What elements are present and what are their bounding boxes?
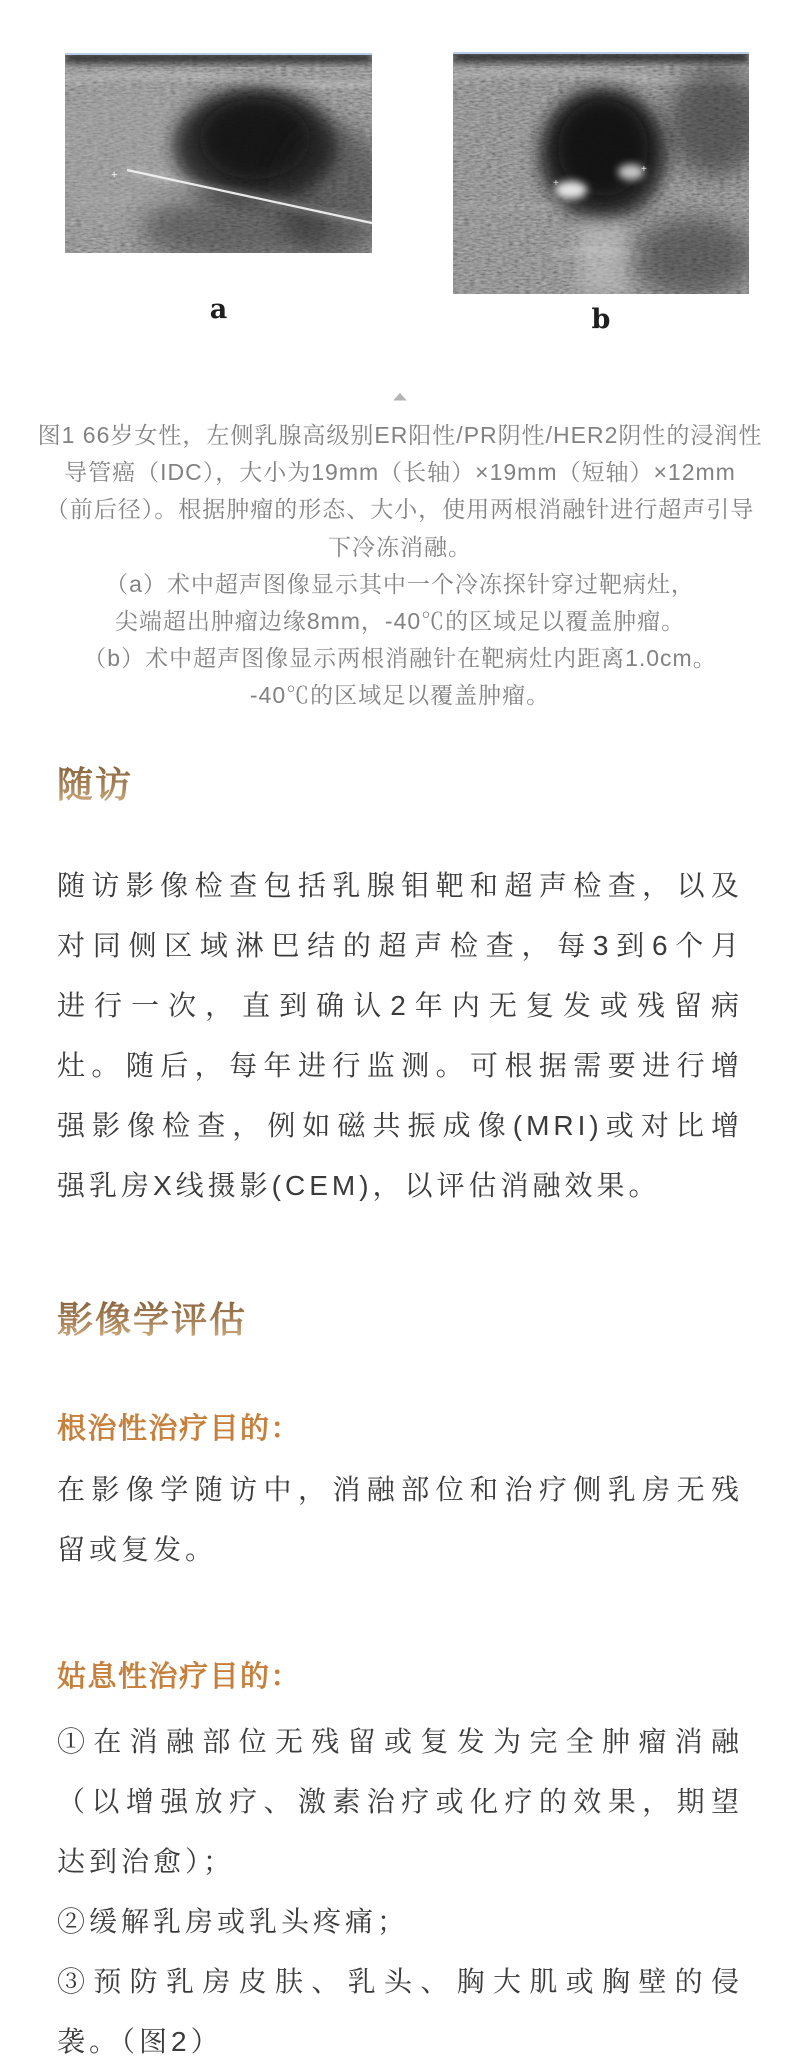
palliative-goal-list [57, 1712, 743, 2056]
radical-goal-paragraph [57, 1460, 743, 1580]
ultrasound-image-b [453, 52, 749, 294]
ultrasound-image-a [65, 53, 372, 253]
body-line: 随访影像检查包括乳腺钼靶和超声检查，以及 [57, 870, 743, 901]
body-line: 进行一次，直到确认2年内无复发或残留病 [57, 990, 743, 1021]
section-title-imaging-evaluation: 影像学评估 [57, 1299, 248, 1341]
follow-up-paragraph [57, 856, 743, 1216]
section-title-follow-up: 随访 [57, 764, 134, 806]
svg-text:+: + [641, 164, 647, 175]
caption-line: （a）术中超声图像显示其中一个冷冻探针穿过靶病灶， [105, 570, 695, 597]
list-item-line: ③预防乳房皮肤、乳头、胸大肌或胸壁的侵 [57, 1966, 743, 1997]
caption-line: （b）术中超声图像显示两根消融针在靶病灶内距离1.0cm。 [83, 645, 717, 672]
svg-text:+: + [553, 178, 559, 189]
figure-label-a: a [209, 294, 228, 325]
body-line: 对同侧区域淋巴结的超声检查，每3到6个月 [57, 930, 743, 961]
figure-caption [0, 417, 800, 715]
caption-pointer-icon: ▲ [388, 388, 412, 404]
list-item-line: ①在消融部位无残留或复发为完全肿瘤消融 [57, 1726, 743, 1757]
caption-line: 图1 66岁女性，左侧乳腺高级别ER阳性/PR阴性/HER2阴性的浸润性 [37, 422, 763, 448]
subhead-palliative-treatment-goal: 姑息性治疗目的： [57, 1661, 302, 1693]
body-line: 灶。随后，每年进行监测。可根据需要进行增 [57, 1050, 743, 1081]
caption-line: 下冷冻消融。 [328, 533, 472, 560]
body-line: 强影像检查，例如磁共振成像(MRI)或对比增 [57, 1110, 743, 1141]
svg-text:+: + [111, 169, 118, 181]
body-line: 在影像学随访中，消融部位和治疗侧乳房无残 [57, 1474, 743, 1505]
list-item-line: 袭。（图2） [57, 2026, 223, 2056]
body-line: 留或复发。 [57, 1534, 218, 1565]
caption-line: 导管癌（IDC），大小为19mm（长轴）×19mm（短轴）×12mm [64, 459, 736, 486]
figure-label-b: b [591, 304, 611, 335]
caption-line: -40℃的区域足以覆盖肿瘤。 [249, 682, 551, 709]
body-line: 强乳房X线摄影(CEM)，以评估消融效果。 [57, 1170, 661, 1201]
caption-line: 尖端超出肿瘤边缘8mm，-40℃的区域足以覆盖肿瘤。 [114, 608, 686, 635]
list-item-line: ②缓解乳房或乳头疼痛； [57, 1906, 410, 1937]
ultrasound-b-graphic [453, 52, 749, 294]
ultrasound-a-graphic [65, 53, 372, 253]
list-item-line: （以增强放疗、激素治疗或化疗的效果，期望 [57, 1786, 743, 1817]
subhead-radical-treatment-goal: 根治性治疗目的： [57, 1413, 302, 1445]
list-item-line: 达到治愈）； [57, 1846, 236, 1877]
caption-line: （前后径）。根据肿瘤的形态、大小，使用两根消融针进行超声引导 [45, 496, 755, 523]
